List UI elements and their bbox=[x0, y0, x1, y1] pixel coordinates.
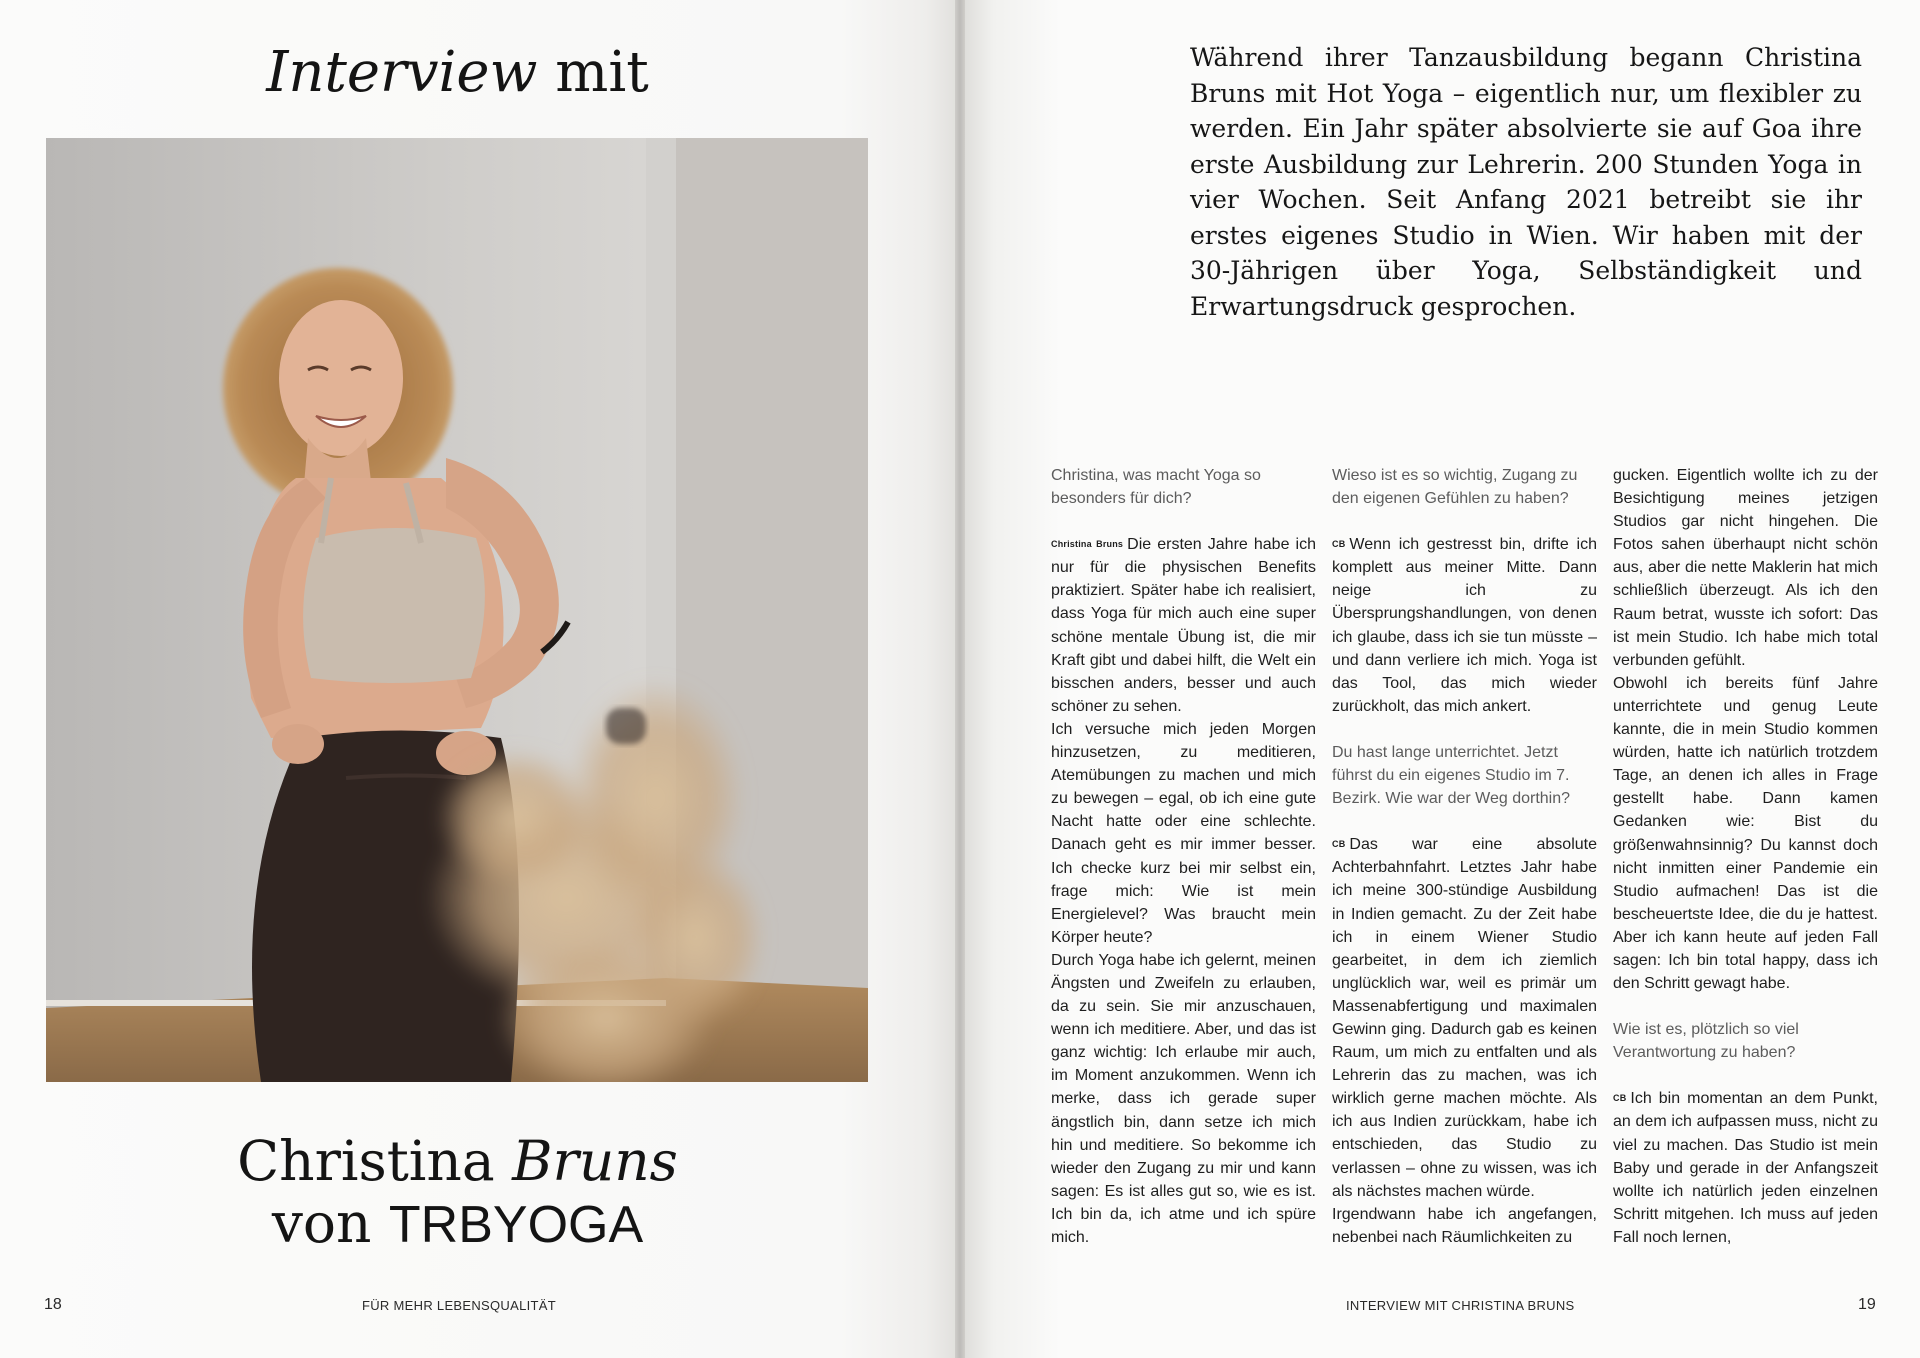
page-number-left: 18 bbox=[44, 1296, 62, 1313]
byline bbox=[0, 1192, 915, 1256]
speaker-tag: CB bbox=[1332, 539, 1346, 550]
headline-italic: Interview bbox=[266, 40, 538, 105]
running-title-right: INTERVIEW MIT CHRISTINA BRUNS bbox=[1346, 1298, 1575, 1313]
question: Christina, was macht Yoga so besonders für dich? bbox=[1051, 467, 1261, 508]
answer: Durch Yoga habe ich gelernt, meinen Ängsten und Zweifeln zu erlauben, da zu sein. Sie mir anzuschauen, wenn ich meditiere. Aber, und das ist ganz wichtig: Ich erlaube mir auch, im Moment anzukommen. Wenn ich merke, dass ich gerade super ängstlich bin, dann setze ich mich hin und meditiere. So bekomme ich wieder den Zugang zu mir und kann sagen: Es ist alles gut so, wie es ist. Ich bin da, ich atme und ich spüre mich. bbox=[1051, 951, 1316, 1246]
intro-paragraph: Während ihrer Tanzausbildung begann Christina Bruns mit Hot Yoga – eigentlich nur, um flexibler zu werden. Ein Jahr später absolvierte sie auf Goa ihre erste Ausbildung zur Lehrerin. 200 Stunden Yoga in vier Wochen. Seit Anfang 2021 betreibt sie ihr erstes eigenes Studio in Wien. Wir haben mit der 30-Jährigen über Yoga, Selbständigkeit und Erwartungsdruck gesprochen. bbox=[1190, 43, 1862, 321]
column-1 bbox=[1051, 464, 1316, 1249]
answer-text: Ich bin momentan an dem Punkt, an dem ich aufpassen muss, nicht zu viel zu machen. Das Studio ist mein Baby und gerade in der Anfangszeit wollte ich natürlich jeden einzelnen Schritt mitgehen. Ich muss auf jeden Fall noch lernen, bbox=[1613, 1090, 1878, 1246]
byline-brand: TRBYOGA bbox=[388, 1196, 644, 1254]
answer-text: Wenn ich gestresst bin, drifte ich komplett aus meiner Mitte. Dann neige ich zu Übersprungshandlungen, von denen ich glaube, dass ich sie tun müsste – und dann verliere ich mich. Yoga ist das Tool, das mich wieder zurückholt, das mich ankert. bbox=[1332, 536, 1597, 715]
speaker-tag: Christina Bruns bbox=[1051, 539, 1124, 550]
interviewee-name-block bbox=[0, 1130, 915, 1256]
answer: gucken. Eigentlich wollte ich zu der Besichtigung meines jetzigen Studios gar nicht hingehen. Die Fotos sahen überhaupt nicht schön aus, aber die nette Maklerin hat mich schließlich überzeugt. Als ich den Raum betrat, wusste ich sofort: Das ist mein Studio. Ich habe mich total verbunden gefühlt. bbox=[1613, 467, 1878, 669]
answer-text: Die ersten Jahre habe ich nur für die physischen Benefits praktiziert. Später habe ich realisiert, dass Yoga für mich auch eine super schöne mentale Übung ist, die mir Kraft gibt und dabei hilft, die Welt ein bisschen anders, besser und auch schöner zu sehen. bbox=[1051, 536, 1316, 715]
interview-columns bbox=[1051, 464, 1876, 1254]
column-3 bbox=[1613, 464, 1878, 1249]
page-number-right: 19 bbox=[1858, 1296, 1876, 1313]
portrait-illustration bbox=[46, 138, 868, 1082]
answer: Obwohl ich bereits fünf Jahre unterrichtete und genug Leute kannte, die in mein Studio kommen würden, hatte ich natürlich trotzdem Tage, an denen ich alles in Frage gestellt habe. Dann kamen Gedanken wie: Bist du größenwahnsinnig? Du kannst doch nicht inmitten einer Pandemie ein Studio aufmachen! Das ist die bescheuertste Idee, die du je hattest. Aber ich kann heute auf jeden Fall sagen: Ich bin total happy, dass ich den Schritt gewagt habe. bbox=[1613, 674, 1878, 993]
answer bbox=[1051, 533, 1316, 718]
running-title-left: FÜR MEHR LEBENSQUALITÄT bbox=[362, 1298, 556, 1313]
speaker-tag: CB bbox=[1613, 1093, 1627, 1104]
answer bbox=[1332, 533, 1597, 718]
answer bbox=[1613, 1087, 1878, 1249]
left-page bbox=[0, 0, 955, 1358]
answer: Irgendwann habe ich angefangen, nebenbei nach Räumlichkeiten zu bbox=[1332, 1205, 1597, 1246]
name-last: Bruns bbox=[512, 1129, 678, 1193]
interviewee-name bbox=[0, 1130, 915, 1192]
question: Du hast lange unterrichtet. Jetzt führst du ein eigenes Studio im 7. Bezirk. Wie war der Weg dorthin? bbox=[1332, 743, 1571, 808]
column-2 bbox=[1332, 464, 1597, 1249]
spine-gutter bbox=[955, 0, 965, 1358]
answer: Ich versuche mich jeden Morgen hinzusetzen, zu meditieren, Atemübungen zu machen und mich zu bewegen – egal, ob ich eine gute Nacht hatte oder eine schlechte. Danach geht es mir immer besser. Ich checke kurz bei mir selbst ein, frage mich: Wie ist mein Energielevel? Was braucht mein Körper heute? bbox=[1051, 720, 1316, 946]
answer-text: Das war eine absolute Achterbahnfahrt. Letztes Jahr habe ich meine 300-stündige Ausbildung in Indien gemacht. Zu der Zeit habe ich in einem Wiener Studio gearbeitet, in dem ich ziemlich unglücklich war, weil es primär um Massenabfertigung und maximalen Gewinn ging. Dadurch gab es keinen Raum, um mich zu entfalten und als Lehrerin das zu machen, was ich wirklich gerne machen möchte. Als ich aus Indien zurückkam, habe ich entschieden, das Studio zu verlassen – ohne zu wissen, was ich als nächstes machen würde. bbox=[1332, 836, 1597, 1200]
headline bbox=[0, 38, 915, 108]
name-first: Christina bbox=[237, 1129, 495, 1193]
byline-prefix: von bbox=[271, 1191, 372, 1255]
speaker-tag: CB bbox=[1332, 839, 1346, 850]
headline-rest: mit bbox=[555, 40, 649, 105]
question: Wieso ist es so wichtig, Zugang zu den eigenen Gefühlen zu haben? bbox=[1332, 467, 1578, 508]
portrait-photo bbox=[46, 138, 868, 1082]
right-page bbox=[965, 0, 1920, 1358]
answer bbox=[1332, 833, 1597, 1203]
question: Wie ist es, plötzlich so viel Verantwortung zu haben? bbox=[1613, 1021, 1799, 1062]
